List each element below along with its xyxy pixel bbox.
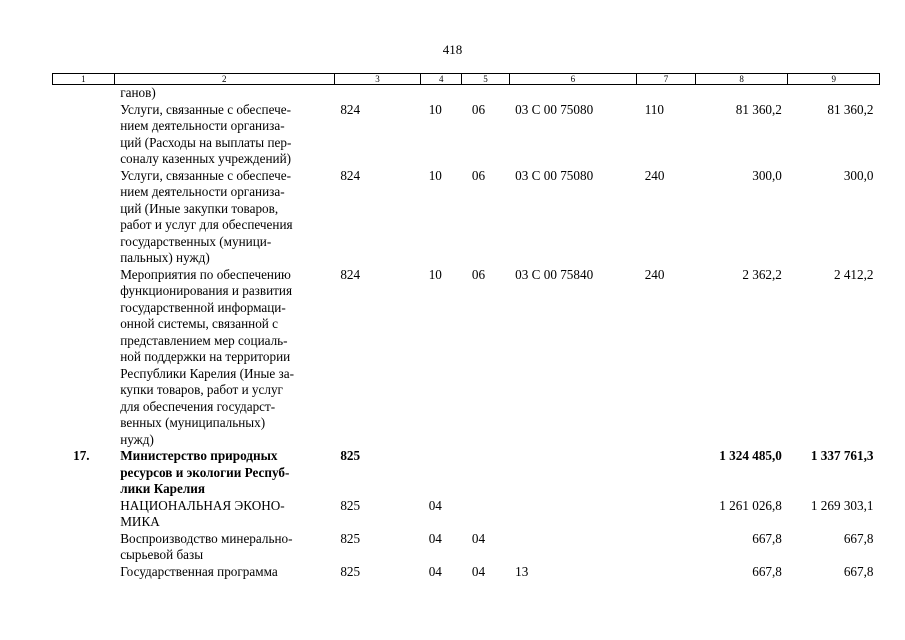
- row-name: Услуги, связанные с обеспече- нием деятельности организа- ций (Иные закупки товаров, работ и услуг для обеспечения государственных (муници- пальных) нужд): [120, 167, 293, 265]
- row-name: Государственная программа: [120, 563, 278, 579]
- row-subsection: [462, 85, 509, 102]
- table-row: [53, 168, 880, 267]
- row-section: 04: [428, 497, 442, 513]
- row-name: ганов): [120, 85, 156, 100]
- row-target-article: [509, 531, 637, 564]
- row-subsection: 06: [471, 167, 486, 183]
- row-subsection: [462, 448, 509, 498]
- table-body: [53, 85, 880, 581]
- table-row: [53, 102, 880, 168]
- row-name: НАЦИОНАЛЬНАЯ ЭКОНО- МИКА: [120, 497, 285, 529]
- row-section: 10: [428, 101, 442, 117]
- row-target-article: 03 С 00 75080: [515, 167, 594, 183]
- row-amount-year-2: 1 337 761,3: [810, 448, 874, 463]
- row-name: Министерство природных ресурсов и экологии Респуб- лики Карелия: [120, 448, 290, 496]
- row-amount-year-1: 81 360,2: [735, 101, 782, 117]
- row-gov-code: 825: [340, 497, 361, 513]
- row-target-article: 03 С 00 75080: [515, 101, 594, 117]
- header-col-3: 3: [334, 74, 420, 85]
- row-number: [53, 531, 115, 564]
- row-section: 10: [428, 167, 442, 183]
- row-amount-year-2: 667,8: [843, 530, 874, 546]
- row-name: Мероприятия по обеспечению функционирования и развития государственной информаци- онной системы, связанной с представлением мер социаль- ной поддержки на территории Республики Карелия (Иные за- купки товаров, работ и услуг для обеспечения государст- венных (муниципальных) нужд): [120, 266, 295, 447]
- row-amount-year-1: [695, 85, 788, 102]
- row-section: 04: [428, 530, 442, 546]
- row-number: [53, 498, 115, 531]
- row-gov-code: [334, 85, 420, 102]
- row-expense-type: [637, 85, 696, 102]
- row-gov-code: 825: [340, 563, 361, 579]
- table-row: [53, 267, 880, 449]
- table-row: [53, 564, 880, 581]
- table-row: [53, 531, 880, 564]
- row-number: [53, 168, 115, 267]
- row-gov-code: 824: [340, 101, 361, 117]
- header-col-6: 6: [509, 74, 637, 85]
- row-amount-year-1: 667,8: [752, 530, 782, 546]
- header-col-9: 9: [788, 74, 880, 85]
- row-amount-year-1: 1 324 485,0: [719, 448, 782, 463]
- row-expense-type: 240: [644, 167, 665, 183]
- page-number: 418: [442, 42, 463, 57]
- row-subsection: [462, 498, 509, 531]
- row-number: [53, 102, 115, 168]
- row-target-article: 03 С 00 75840: [515, 266, 594, 282]
- row-amount-year-1: 1 261 026,8: [719, 497, 782, 513]
- header-col-1: 1: [53, 74, 115, 85]
- row-section: [421, 448, 462, 498]
- row-number: [53, 85, 115, 102]
- row-gov-code: 825: [340, 448, 361, 463]
- row-expense-type: [637, 531, 696, 564]
- row-expense-type: 240: [644, 266, 665, 282]
- row-gov-code: 824: [340, 266, 361, 282]
- row-expense-type: 110: [644, 101, 664, 117]
- row-target-article: [509, 448, 637, 498]
- row-subsection: 04: [471, 563, 486, 579]
- table-row: [53, 498, 880, 531]
- row-number: [53, 564, 115, 581]
- row-name: Услуги, связанные с обеспече- нием деятельности организа- ций (Расходы на выплаты пер- соналу казенных учреждений): [120, 101, 292, 166]
- row-section: 10: [428, 266, 442, 282]
- row-target-article: [509, 498, 637, 531]
- row-number: [53, 267, 115, 449]
- header-col-8: 8: [695, 74, 788, 85]
- row-amount-year-2: 2 412,2: [833, 266, 874, 282]
- row-section: [421, 85, 462, 102]
- table-header: [53, 74, 880, 85]
- row-subsection: 04: [471, 530, 486, 546]
- header-col-5: 5: [462, 74, 509, 85]
- header-col-4: 4: [421, 74, 462, 85]
- row-amount-year-1: 667,8: [752, 563, 782, 579]
- row-gov-code: 825: [340, 530, 361, 546]
- row-amount-year-2: 300,0: [843, 167, 874, 183]
- row-expense-type: [637, 498, 696, 531]
- row-amount-year-2: 1 269 303,1: [810, 497, 874, 513]
- row-name: Воспроизводство минерально- сырьевой базы: [120, 530, 293, 562]
- header-col-2: 2: [114, 74, 334, 85]
- row-amount-year-2: 81 360,2: [827, 101, 874, 117]
- row-amount-year-2: [788, 85, 880, 102]
- row-section: 04: [428, 563, 442, 579]
- row-target-article: [509, 85, 637, 102]
- row-gov-code: 824: [340, 167, 361, 183]
- table-row: [53, 85, 880, 102]
- row-number: 17.: [73, 448, 90, 463]
- row-amount-year-2: 667,8: [843, 563, 874, 579]
- row-amount-year-1: 2 362,2: [742, 266, 782, 282]
- row-expense-type: [637, 448, 696, 498]
- row-target-article: 13: [515, 563, 529, 579]
- header-col-7: 7: [637, 74, 696, 85]
- table-row: [53, 448, 880, 498]
- header-row: [53, 74, 880, 85]
- budget-table: [52, 73, 880, 580]
- row-subsection: 06: [471, 101, 486, 117]
- row-subsection: 06: [471, 266, 486, 282]
- row-amount-year-1: 300,0: [752, 167, 782, 183]
- row-expense-type: [637, 564, 696, 581]
